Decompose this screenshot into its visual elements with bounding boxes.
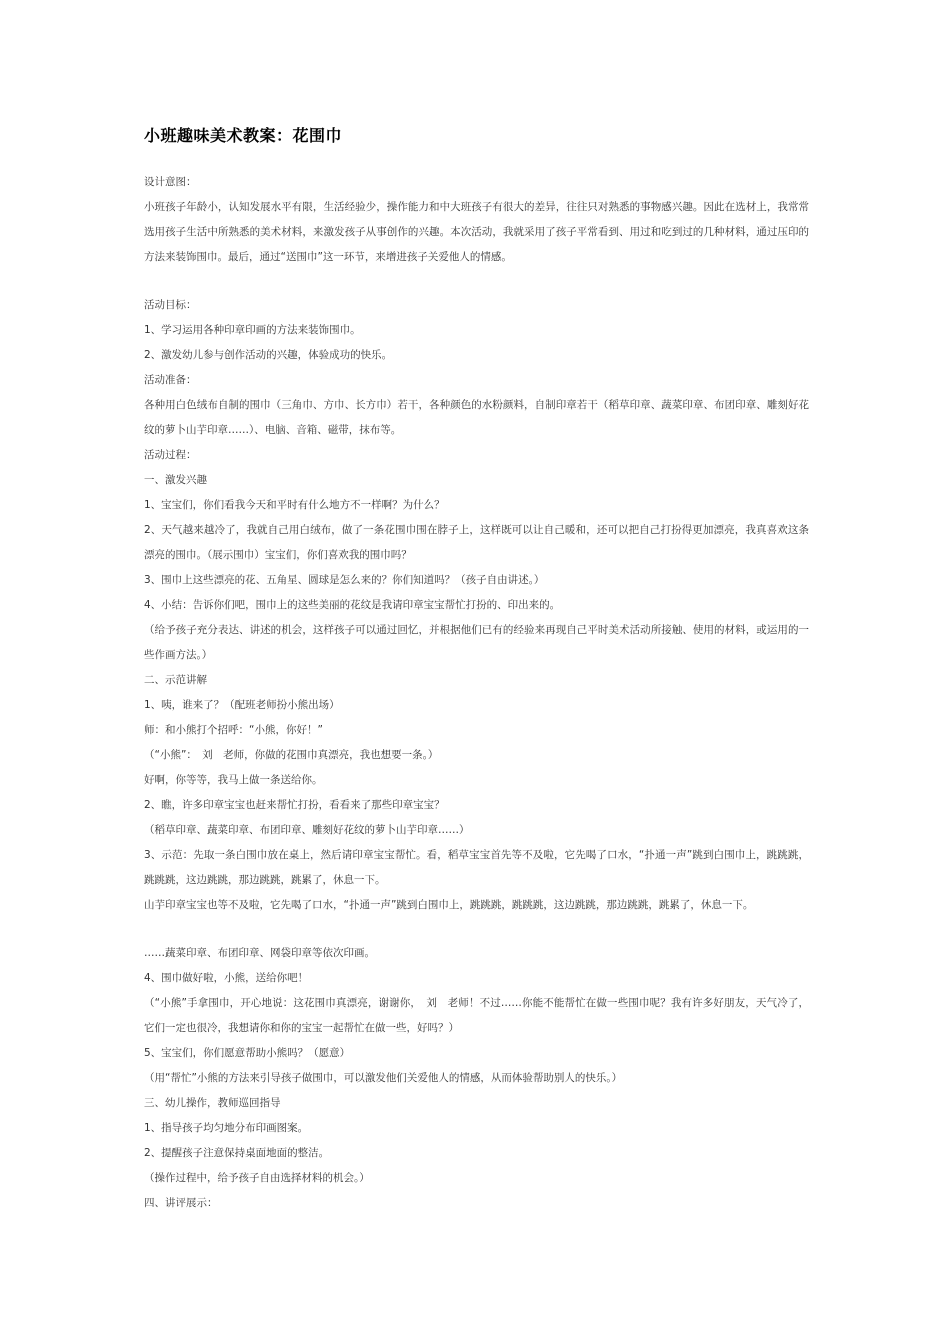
paragraph-s1-item-2: 2、天气越来越冷了，我就自己用白绒布，做了一条花围巾围在脖子上，这样既可以让自己暖和，还可以把自己打扮得更加漂亮，我真喜欢这条漂亮的围巾。（展示围巾）宝宝们，你们喜欢我的围巾吗？ xyxy=(144,524,809,561)
paragraph-s2-item-5: 5、宝宝们，你们愿意帮助小熊吗？（愿意） xyxy=(144,1047,351,1059)
paragraph-goal-2: 2、激发幼儿参与创作活动的兴趣，体验成功的快乐。 xyxy=(144,349,393,361)
paragraph-s2-item-2: 2、瞧，许多印章宝宝也赶来帮忙打扮，看看来了那些印章宝宝？ xyxy=(144,799,445,811)
paragraph-s2-stamps: （稻草印章、蔬菜印章、布团印章、雕刻好花纹的萝卜山芋印章……） xyxy=(144,824,470,836)
paragraph-s3-item-2: 2、提醒孩子注意保持桌面地面的整洁。 xyxy=(144,1147,330,1159)
paragraph-s2-bear-reply: （“小熊”： 刘 老师，你做的花围巾真漂亮，我也想要一条。） xyxy=(144,749,439,761)
paragraph-prep: 各种用白色绒布自制的围巾（三角巾、方巾、长方巾）若干，各种颜色的水粉颜料，自制印章若干（稻草印章、蔬菜印章、布团印章、雕刻好花纹的萝卜山芋印章……）、电脑、音箱、磁带，抹布等。 xyxy=(144,399,809,436)
paragraph-s2-item-4: 4、围巾做好啦，小熊，送给你吧！ xyxy=(144,972,309,984)
paragraph-process-heading: 活动过程： xyxy=(144,449,197,461)
paragraph-prep-heading: 活动准备： xyxy=(144,374,197,386)
paragraph-s1-note: （给予孩子充分表达、讲述的机会，这样孩子可以通过回忆，并根据他们已有的经验来再现自己平时美术活动所接触、使用的材料，或运用的一些作画方法。） xyxy=(144,624,809,661)
document-body xyxy=(144,170,809,1216)
paragraph-section-4: 四、讲评展示： xyxy=(144,1197,218,1209)
paragraph-section-2: 二、示范讲解 xyxy=(144,674,207,686)
paragraph-s1-item-3: 3、围巾上这些漂亮的花、五角星、圆球是怎么来的？你们知道吗？（孩子自由讲述。） xyxy=(144,574,545,586)
paragraph-section-3: 三、幼儿操作，教师巡回指导 xyxy=(144,1097,281,1109)
paragraph-s2-bear-request: （“小熊”手拿围巾，开心地说：这花围巾真漂亮，谢谢你， 刘 老师！不过……你能不能帮忙在做一些围巾呢？我有许多好朋友，天气冷了，它们一定也很冷，我想请你和你的宝宝一起帮忙在做一些，好吗？） xyxy=(144,997,809,1034)
paragraph-blank xyxy=(144,918,809,941)
paragraph-s2-note: （用“帮忙”小熊的方法来引导孩子做围巾，可以激发他们关爱他人的情感，从而体验帮助别人的快乐。） xyxy=(144,1072,623,1084)
paragraph-s3-item-1: 1、指导孩子均匀地分布印画图案。 xyxy=(144,1122,309,1134)
paragraph-design-intent: 小班孩子年龄小，认知发展水平有限，生活经验少，操作能力和中大班孩子有很大的差异，往往只对熟悉的事物感兴趣。因此在选材上，我常常选用孩子生活中所熟悉的美术材料，来激发孩子从事创作的兴趣。本次活动，我就采用了孩子平常看到、用过和吃到过的几种材料，通过压印的方法来装饰围巾。最后，通过“送围巾”这一环节，来增进孩子关爱他人的情感。 xyxy=(144,201,809,263)
paragraph-s2-others: ……蔬菜印章、布团印章、网袋印章等依次印画。 xyxy=(144,947,375,959)
paragraph-s3-note: （操作过程中，给予孩子自由选择材料的机会。） xyxy=(144,1172,370,1184)
paragraph-s1-item-1: 1、宝宝们，你们看我今天和平时有什么地方不一样啊？为什么？ xyxy=(144,499,445,511)
paragraph-s2-item-1: 1、咦，谁来了？（配班老师扮小熊出场） xyxy=(144,699,340,711)
paragraph-design-intent-heading: 设计意图： xyxy=(144,176,197,188)
document-title: 小班趣味美术教案：花围巾 xyxy=(144,126,343,145)
paragraph-s1-item-4: 4、小结：告诉你们吧，围巾上的这些美丽的花纹是我请印章宝宝帮忙打扮的、印出来的。 xyxy=(144,599,561,611)
paragraph-goal-1: 1、学习运用各种印章印画的方法来装饰围巾。 xyxy=(144,324,361,336)
document-page xyxy=(144,124,809,1216)
paragraph-s2-item-3: 3、示范：先取一条白围巾放在桌上，然后请印章宝宝帮忙。看，稻草宝宝首先等不及啦，它先喝了口水，“扑通一声”跳到白围巾上，跳跳跳，跳跳跳，这边跳跳，那边跳跳，跳累了，休息一下。 xyxy=(144,849,809,886)
paragraph-goals-heading: 活动目标： xyxy=(144,299,197,311)
paragraph-blank xyxy=(144,270,809,293)
paragraph-s2-taro: 山芋印章宝宝也等不及啦，它先喝了口水，“扑通一声”跳到白围巾上，跳跳跳，跳跳跳，这边跳跳，那边跳跳，跳累了，休息一下。 xyxy=(144,899,754,911)
paragraph-s2-greeting: 师：和小熊打个招呼：“小熊，你好！” xyxy=(144,724,323,736)
paragraph-s2-teacher-reply: 好啊，你等等，我马上做一条送给你。 xyxy=(144,774,323,786)
paragraph-section-1: 一、激发兴趣 xyxy=(144,474,207,486)
